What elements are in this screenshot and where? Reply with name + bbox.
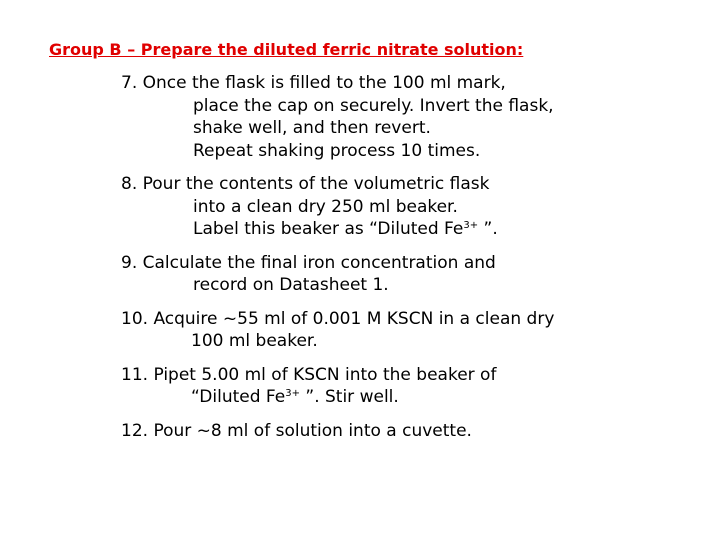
step-8-line-3 [121, 218, 711, 241]
fe-charge-superscript: 3+ [463, 220, 479, 231]
instruction-list [121, 72, 711, 453]
step-10-line-2: 100 ml beaker. [191, 331, 318, 351]
step-9-line-1: 9. Calculate the final iron concentration and [121, 252, 496, 273]
step-12 [121, 420, 711, 443]
step-11-diluted-text: “Diluted Fe [191, 387, 286, 407]
fe-charge-superscript: 3+ [285, 388, 300, 399]
step-8-line-1: 8. Pour the contents of the volumetric flask [121, 174, 490, 194]
step-8-label-close: ”. [478, 219, 498, 239]
step-7-line-1: 7. Once the flask is filled to the 100 ml mark, [121, 73, 506, 93]
step-9-line-2: record on Datasheet 1. [193, 275, 389, 295]
step-8-label-text: Label this beaker as “Diluted Fe [193, 219, 464, 239]
step-10 [121, 308, 711, 353]
step-11-line-2 [121, 386, 711, 409]
step-7-line-3: shake well, and then revert. [193, 118, 431, 138]
step-7 [121, 72, 711, 162]
step-8-line-2: into a clean dry 250 ml beaker. [193, 196, 458, 217]
step-10-line-1: 10. Acquire ~55 ml of 0.001 M KSCN in a clean dry [121, 308, 555, 329]
step-8 [121, 173, 711, 241]
section-title: Group B – Prepare the diluted ferric nitrate solution: [49, 40, 524, 59]
step-11-stir-text: ”. Stir well. [299, 387, 399, 407]
step-7-line-4: Repeat shaking process 10 times. [193, 140, 481, 161]
step-9 [121, 252, 711, 297]
step-11 [121, 364, 711, 409]
step-12-line-1: 12. Pour ~8 ml of solution into a cuvette. [121, 420, 472, 441]
step-7-line-2: place the cap on securely. Invert the flask, [193, 95, 554, 116]
step-11-line-1: 11. Pipet 5.00 ml of KSCN into the beaker of [121, 364, 497, 385]
